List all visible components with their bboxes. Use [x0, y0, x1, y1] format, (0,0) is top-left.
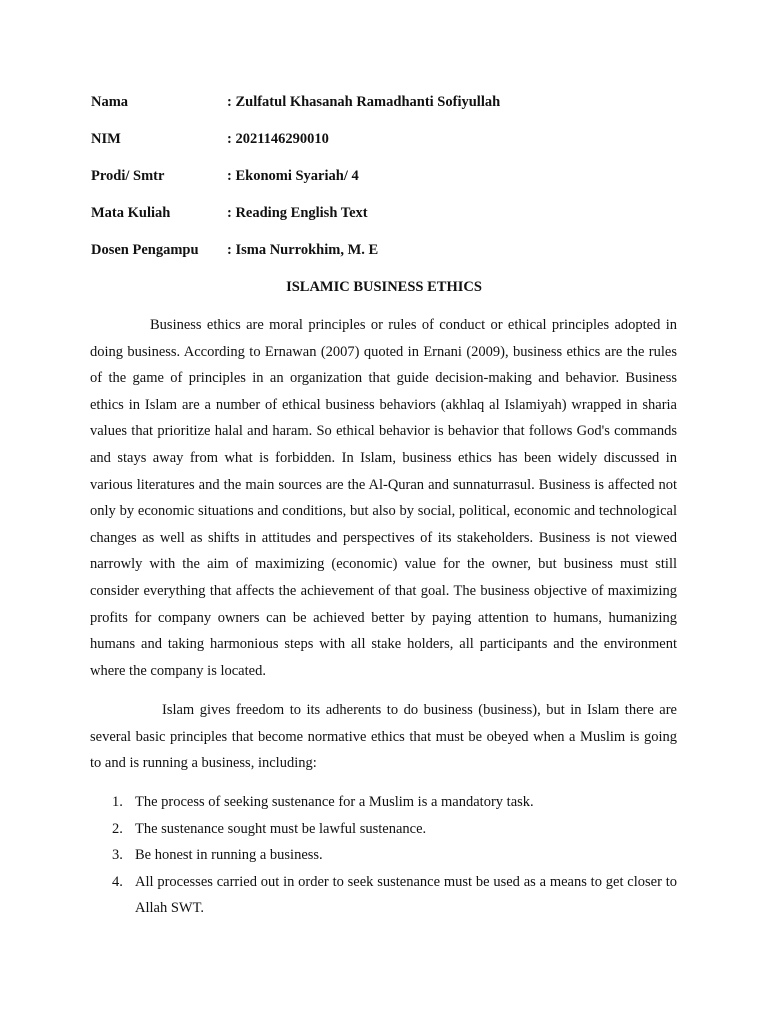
identity-label: NIM — [91, 131, 121, 147]
identity-row-course — [91, 204, 691, 241]
list-item-number: 3. — [112, 847, 123, 864]
identity-row-name — [91, 93, 691, 130]
identity-value: : Isma Nurrokhim, M. E — [227, 242, 379, 258]
list-item-number: 1. — [112, 794, 123, 810]
principles-list — [90, 789, 677, 922]
list-item-text: Be honest in running a business. — [135, 847, 323, 864]
identity-value: : Zulfatul Khasanah Ramadhanti Sofiyullah — [227, 94, 501, 110]
identity-label: Mata Kuliah — [91, 205, 171, 221]
list-item-number: 2. — [112, 820, 123, 837]
identity-value: : Ekonomi Syariah/ 4 — [227, 168, 359, 184]
list-item-text: The sustenance sought must be lawful sustenance. — [135, 820, 427, 837]
list-item-number: 4. — [112, 873, 123, 890]
identity-row-program — [91, 167, 691, 204]
student-identity-block — [91, 93, 691, 278]
list-item — [90, 789, 677, 816]
body-paragraph-2: Islam gives freedom to its adherents to do business (business), but in Islam there are several basic principles that become normative ethics that must be obeyed when a Muslim is going to and is running a business, including: — [90, 702, 677, 772]
identity-label: Dosen Pengampu — [91, 242, 199, 258]
list-item — [90, 816, 677, 843]
identity-value: : 2021146290010 — [227, 131, 329, 147]
list-item-text: The process of seeking sustenance for a Muslim is a mandatory task. — [135, 794, 534, 810]
list-item — [90, 869, 677, 922]
identity-row-nim — [91, 130, 691, 167]
body-paragraph-1: Business ethics are moral principles or rules of conduct or ethical principles adopted in doing business. According to Ernawan (2007) quoted in Ernani (2009), business ethics are the rules of the game of principles in an organization that guide decision-making and behavior. Business ethics in Islam are a number of ethical business behaviors (akhlaq al Islamiyah) wrapped in sharia values that prioritize halal and haram. So ethical behavior is behavior that follows God's commands and stays away from what is forbidden. In Islam, business ethics has been widely discussed in various literatures and the main sources are the Al-Quran and sunnaturrasul. Business is affected not only by economic situations and conditions, but also by social, political, economic and technological changes as well as shifts in attitudes and perspectives of its stakeholders. Business is not viewed narrowly with the aim of maximizing (economic) value for the owner, but business must still consider everything that affects the achievement of that goal. The business objective of maximizing profits for company owners can be achieved better by paying attention to humans, humanizing humans and taking harmonious steps with all stake holders, all participants and the environment where the company is located. — [90, 317, 677, 679]
list-item-text: All processes carried out in order to seek sustenance must be used as a means to get closer to Allah SWT. — [135, 873, 677, 917]
list-item — [90, 842, 677, 869]
identity-label: Nama — [91, 94, 129, 110]
identity-label: Prodi/ Smtr — [91, 168, 165, 184]
document-title: ISLAMIC BUSINESS ETHICS — [286, 279, 482, 295]
identity-row-lecturer — [91, 241, 691, 278]
identity-value: : Reading English Text — [227, 205, 368, 221]
